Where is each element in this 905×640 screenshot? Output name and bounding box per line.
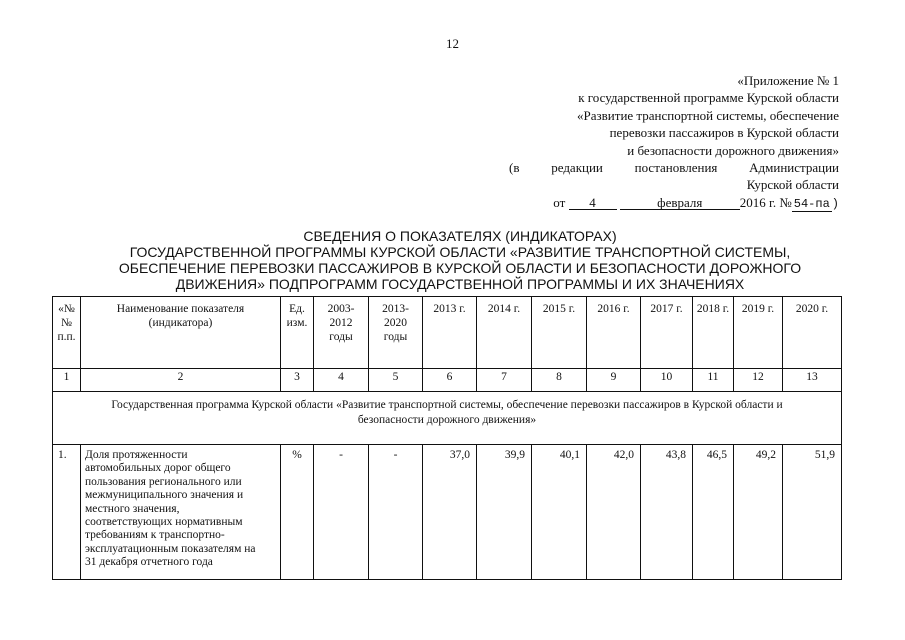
appendix-line: «Развитие транспортной системы, обеспечение <box>577 107 839 123</box>
indicators-table <box>52 296 842 580</box>
row-number: 1. <box>53 445 81 580</box>
header-cell-unit: Ед. изм. <box>281 297 314 369</box>
indicator-value-2015: 40,1 <box>532 445 587 580</box>
document-heading <box>60 228 860 292</box>
date-year: 2016 г. № <box>739 194 792 210</box>
page-number: 12 <box>446 36 459 51</box>
table-header-row <box>53 297 842 369</box>
column-number: 5 <box>369 369 423 392</box>
column-number: 10 <box>641 369 693 392</box>
appendix-title: «Приложение № 1 <box>737 73 839 88</box>
indicator-value-2020: 51,9 <box>783 445 842 580</box>
program-title-line: безопасности дорожного движения» <box>357 414 537 426</box>
header-cell-2015: 2015 г. <box>532 297 587 369</box>
appendix-line: перевозки пассажиров в Курской области <box>609 125 839 141</box>
column-number: 1 <box>53 369 81 392</box>
date-prefix: от <box>553 194 566 210</box>
column-number: 6 <box>423 369 477 392</box>
appendix-date-line <box>509 194 839 213</box>
header-cell-2014: 2014 г. <box>477 297 532 369</box>
indicator-value-2017: 43,8 <box>641 445 693 580</box>
date-month: февраля <box>620 196 740 210</box>
header-cell-2013: 2013 г. <box>423 297 477 369</box>
indicator-value-2013: 37,0 <box>423 445 477 580</box>
indicator-unit: % <box>281 445 314 580</box>
column-number: 11 <box>693 369 734 392</box>
indicator-name: Доля протяженности автомобильных дорог общего пользования регионального или межмуниципального значения и местного значения, соответствующих нормативным требованиям к транспортно- эксплуатационным показателям на 31 декабря отчетного года <box>81 445 281 580</box>
indicator-value-2018: 46,5 <box>693 445 734 580</box>
column-number: 12 <box>734 369 783 392</box>
header-cell-period-2003-2012: 2003- 2012 годы <box>314 297 369 369</box>
heading-line: ОБЕСПЕЧЕНИЕ ПЕРЕВОЗКИ ПАССАЖИРОВ В КУРСКОЙ ОБЛАСТИ И БЕЗОПАСНОСТИ ДОРОЖНОГО <box>118 260 802 276</box>
column-number-row <box>53 369 842 392</box>
column-number: 13 <box>783 369 842 392</box>
heading-line: СВЕДЕНИЯ О ПОКАЗАТЕЛЯХ (ИНДИКАТОРАХ) <box>303 228 617 244</box>
header-cell-2017: 2017 г. <box>641 297 693 369</box>
indicator-value-2016: 42,0 <box>587 445 641 580</box>
date-day: 4 <box>569 196 617 210</box>
program-title-cell <box>53 392 842 445</box>
column-number: 9 <box>587 369 641 392</box>
heading-line: ГОСУДАРСТВЕННОЙ ПРОГРАММЫ КУРСКОЙ ОБЛАСТИ «РАЗВИТИЕ ТРАНСПОРТНОЙ СИСТЕМЫ, <box>129 244 791 260</box>
header-cell-2018: 2018 г. <box>693 297 734 369</box>
date-close: ) <box>831 196 839 211</box>
appendix-line: и безопасности дорожного движения» <box>627 142 839 158</box>
column-number: 4 <box>314 369 369 392</box>
date-number: 54-па <box>793 196 830 211</box>
indicator-value-2019: 49,2 <box>734 445 783 580</box>
column-number: 3 <box>281 369 314 392</box>
header-cell-2016: 2016 г. <box>587 297 641 369</box>
header-cell-2020: 2020 г. <box>783 297 842 369</box>
header-cell-name: Наименование показателя (индикатора) <box>81 297 281 369</box>
program-title-row <box>53 392 842 445</box>
appendix-block <box>509 72 839 213</box>
header-cell-period-2013-2020: 2013- 2020 годы <box>369 297 423 369</box>
table-row <box>53 445 842 580</box>
column-number: 8 <box>532 369 587 392</box>
indicator-value-2014: 39,9 <box>477 445 532 580</box>
indicator-period-value: - <box>369 445 423 580</box>
heading-line: ДВИЖЕНИЯ» ПОДПРОГРАММ ГОСУДАРСТВЕННОЙ ПРОГРАММЫ И ИХ ЗНАЧЕНИЯХ <box>175 276 745 292</box>
program-title-line: Государственная программа Курской области «Развитие транспортной системы, обеспечение перевозки пассажиров в Курской области и <box>111 399 783 411</box>
header-cell-number: «№ № п.п. <box>53 297 81 369</box>
header-cell-2019: 2019 г. <box>734 297 783 369</box>
appendix-line: Курской области <box>746 177 839 193</box>
column-number: 2 <box>81 369 281 392</box>
indicator-period-value: - <box>314 445 369 580</box>
column-number: 7 <box>477 369 532 392</box>
appendix-line: (в редакции постановления Администрации <box>509 160 839 176</box>
appendix-line: к государственной программе Курской области <box>578 90 839 106</box>
